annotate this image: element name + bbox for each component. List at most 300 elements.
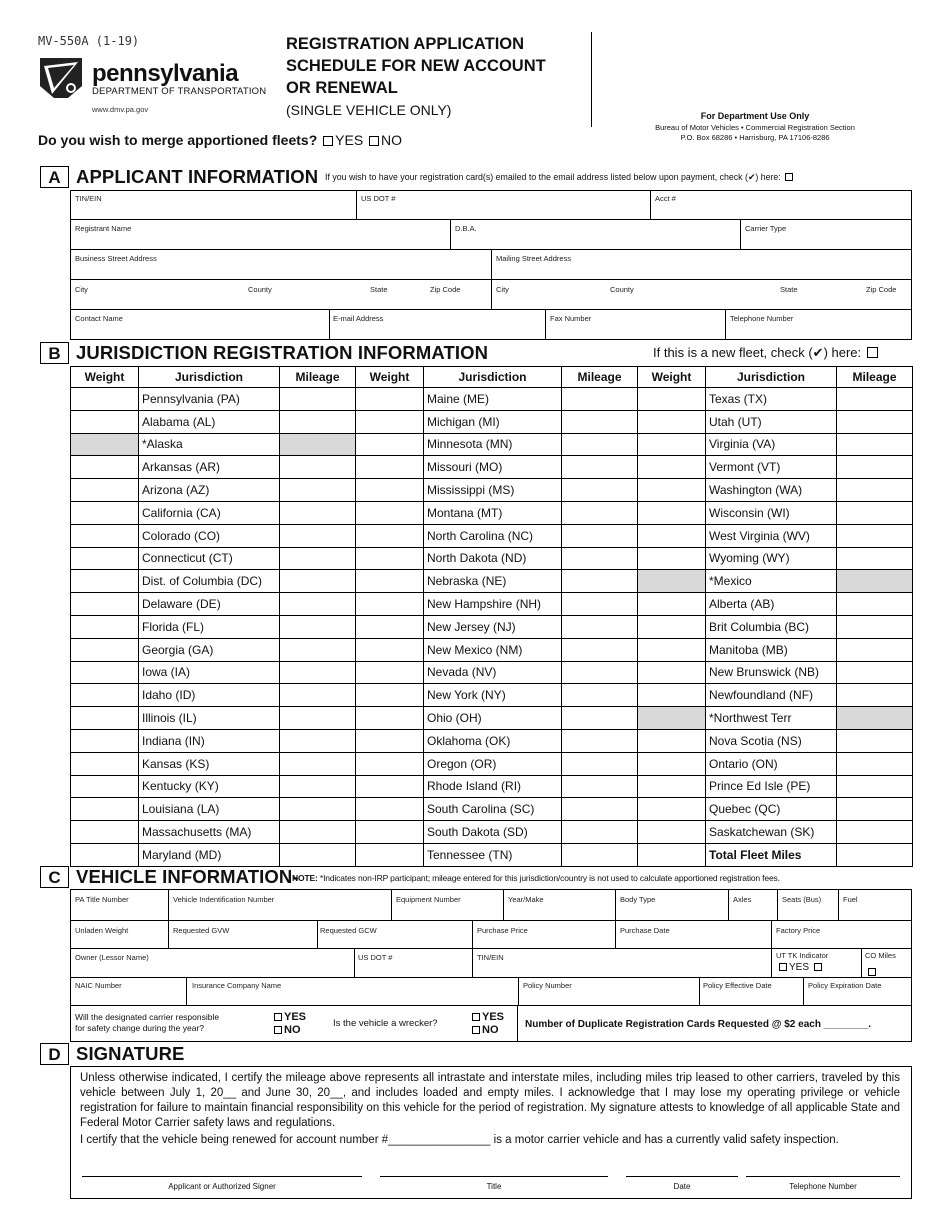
- ut-tk-checkbox[interactable]: [779, 963, 787, 971]
- grid-line: [699, 977, 700, 1005]
- registrant-name-field[interactable]: Registrant Name: [75, 224, 132, 233]
- jurisdiction-cell: Ontario (ON): [706, 752, 837, 775]
- weight-cell[interactable]: [638, 638, 706, 661]
- weight-cell[interactable]: [356, 388, 424, 411]
- section-d-title: SIGNATURE: [76, 1043, 185, 1064]
- grid-line: [472, 920, 473, 977]
- wrecker-no-label: NO: [482, 1024, 499, 1036]
- mileage-cell[interactable]: [562, 615, 638, 638]
- weight-cell[interactable]: [356, 684, 424, 707]
- jurisdiction-cell: Florida (FL): [139, 615, 280, 638]
- grid-line: [491, 249, 492, 309]
- duplicate-cards-field[interactable]: Number of Duplicate Registration Cards Requested @ $2 each ________.: [525, 1019, 871, 1030]
- form-subtitle: (SINGLE VEHICLE ONLY): [286, 102, 452, 118]
- telephone-field[interactable]: Telephone Number: [730, 314, 794, 323]
- title-line-1: REGISTRATION APPLICATION: [286, 35, 525, 53]
- mileage-cell[interactable]: [280, 593, 356, 616]
- jurisdiction-cell: New Mexico (NM): [424, 638, 562, 661]
- mailing-address-field[interactable]: Mailing Street Address: [496, 254, 572, 263]
- purchase-date-field[interactable]: Purchase Date: [620, 926, 670, 935]
- unladen-weight-field[interactable]: Unladen Weight: [75, 926, 129, 935]
- ut-tk-option: [777, 962, 824, 973]
- jurisdiction-cell: Dist. of Columbia (DC): [139, 570, 280, 593]
- fax-field[interactable]: Fax Number: [550, 314, 592, 323]
- jurisdiction-row: [71, 821, 913, 844]
- mileage-cell[interactable]: [837, 479, 913, 502]
- mileage-cell[interactable]: [562, 388, 638, 411]
- weight-cell[interactable]: [356, 547, 424, 570]
- mileage-cell[interactable]: [837, 456, 913, 479]
- grid-line: [503, 889, 504, 920]
- purchase-price-field[interactable]: Purchase Price: [477, 926, 528, 935]
- jurisdiction-cell: California (CA): [139, 501, 280, 524]
- keystone-logo-icon: [38, 56, 84, 100]
- policy-effective-field[interactable]: Policy Effective Date: [703, 981, 772, 990]
- jurisdiction-cell: *Northwest Terr: [706, 707, 837, 730]
- wrecker-yes-label: YES: [482, 1011, 505, 1023]
- contact-name-field[interactable]: Contact Name: [75, 314, 123, 323]
- jurisdiction-cell: Colorado (CO): [139, 524, 280, 547]
- mileage-cell[interactable]: [280, 752, 356, 775]
- mileage-cell[interactable]: [280, 661, 356, 684]
- weight-cell[interactable]: [71, 707, 139, 730]
- mileage-cell[interactable]: [562, 593, 638, 616]
- mileage-cell[interactable]: [280, 524, 356, 547]
- merge-yes-label: YES: [335, 132, 364, 148]
- weight-cell[interactable]: [356, 752, 424, 775]
- header-weight: Weight: [638, 367, 706, 388]
- jurisdiction-cell: Arizona (AZ): [139, 479, 280, 502]
- title-line-3: OR RENEWAL: [286, 79, 398, 97]
- merge-question-text: Do you wish to merge apportioned fleets?: [38, 132, 318, 148]
- grid-line: [450, 219, 451, 249]
- weight-cell[interactable]: [71, 433, 139, 456]
- jurisdiction-row: [71, 547, 913, 570]
- safety-no-checkbox[interactable]: [274, 1026, 282, 1034]
- merge-yes-checkbox[interactable]: [323, 136, 333, 146]
- mileage-cell[interactable]: [280, 433, 356, 456]
- mailing-city-field[interactable]: City: [496, 285, 509, 294]
- jurisdiction-row: [71, 433, 913, 456]
- weight-cell[interactable]: [71, 570, 139, 593]
- mileage-cell[interactable]: [562, 410, 638, 433]
- mailing-state-field[interactable]: State: [780, 285, 798, 294]
- weight-cell[interactable]: [71, 661, 139, 684]
- grid-line: [70, 309, 912, 310]
- logo-url: www.dmv.pa.gov: [92, 105, 149, 114]
- owner-field[interactable]: Owner (Lessor Name): [75, 953, 149, 962]
- jurisdiction-row: [71, 752, 913, 775]
- naic-field[interactable]: NAIC Number: [75, 981, 122, 990]
- header-divider: [591, 32, 592, 127]
- mileage-cell[interactable]: [280, 479, 356, 502]
- mileage-cell[interactable]: [562, 479, 638, 502]
- certification-paragraph: Unless otherwise indicated, I certify the mileage above represents all intrastate and interstate miles, including miles trip leased to other carriers, traveled by this vehicle between July 1, 20__ and June 30, 20__, and includes loaded and empty miles. I acknowledge that I may lose my operating privilege or vehicle registration for failure to maintain financial responsibility on this vehicle for the period of registration. My signature attests to knowledge of all applicable State and Federal Motor Carrier safety laws and regulations.: [80, 1072, 900, 1129]
- jurisdiction-cell: New Hampshire (NH): [424, 593, 562, 616]
- weight-cell[interactable]: [638, 547, 706, 570]
- mileage-cell[interactable]: [280, 798, 356, 821]
- section-b-title: JURISDICTION REGISTRATION INFORMATION: [76, 342, 489, 363]
- mileage-cell[interactable]: [280, 501, 356, 524]
- email-card-note: [325, 172, 795, 183]
- weight-cell[interactable]: [356, 570, 424, 593]
- telephone-label: Telephone Number: [789, 1182, 857, 1191]
- co-miles-label: CO Miles: [865, 951, 896, 960]
- year-make-field[interactable]: Year/Make: [508, 895, 544, 904]
- mileage-cell[interactable]: [562, 752, 638, 775]
- weight-cell[interactable]: [71, 752, 139, 775]
- jurisdiction-cell: South Dakota (SD): [424, 821, 562, 844]
- mileage-cell[interactable]: [837, 433, 913, 456]
- jurisdiction-cell: Maine (ME): [424, 388, 562, 411]
- weight-cell[interactable]: [638, 729, 706, 752]
- factory-price-field[interactable]: Factory Price: [776, 926, 821, 935]
- mileage-cell[interactable]: [837, 615, 913, 638]
- weight-cell[interactable]: [356, 410, 424, 433]
- jurisdiction-cell: Indiana (IN): [139, 729, 280, 752]
- email-card-checkbox[interactable]: [785, 173, 793, 181]
- jurisdiction-cell: Utah (UT): [706, 410, 837, 433]
- jurisdiction-row: [71, 501, 913, 524]
- business-zip-field[interactable]: Zip Code: [430, 285, 461, 294]
- section-a-letter: A: [40, 166, 69, 188]
- mileage-cell[interactable]: [837, 570, 913, 593]
- mileage-cell[interactable]: [562, 821, 638, 844]
- axles-field[interactable]: Axles: [733, 895, 752, 904]
- weight-cell[interactable]: [638, 615, 706, 638]
- jurisdiction-row: [71, 798, 913, 821]
- pa-title-field[interactable]: PA Title Number: [75, 895, 129, 904]
- form-title: [286, 33, 591, 99]
- weight-cell[interactable]: [71, 547, 139, 570]
- weight-cell[interactable]: [356, 821, 424, 844]
- co-miles-checkbox[interactable]: [868, 968, 876, 976]
- jurisdiction-cell: Louisiana (LA): [139, 798, 280, 821]
- weight-cell[interactable]: [71, 684, 139, 707]
- weight-cell[interactable]: [638, 501, 706, 524]
- wrecker-no-checkbox[interactable]: [472, 1026, 480, 1034]
- mileage-cell[interactable]: [562, 638, 638, 661]
- section-c-letter: C: [40, 866, 69, 888]
- gvw-field[interactable]: Requested GVW: [173, 926, 230, 935]
- jurisdiction-cell: Mississippi (MS): [424, 479, 562, 502]
- jurisdiction-row: [71, 707, 913, 730]
- weight-cell[interactable]: [71, 798, 139, 821]
- new-fleet-checkbox[interactable]: [867, 347, 878, 358]
- weight-cell[interactable]: [356, 775, 424, 798]
- weight-cell[interactable]: [638, 593, 706, 616]
- weight-cell[interactable]: [356, 524, 424, 547]
- weight-cell[interactable]: [638, 661, 706, 684]
- weight-cell[interactable]: [356, 638, 424, 661]
- header-jurisdiction: Jurisdiction: [139, 367, 280, 388]
- weight-cell[interactable]: [638, 410, 706, 433]
- mileage-cell[interactable]: [837, 707, 913, 730]
- grid-line: [70, 1005, 912, 1006]
- jurisdiction-row: [71, 570, 913, 593]
- mailing-county-field[interactable]: County: [610, 285, 634, 294]
- weight-cell[interactable]: [638, 456, 706, 479]
- weight-cell[interactable]: [638, 798, 706, 821]
- department-use-box: [610, 111, 900, 143]
- mileage-cell[interactable]: [837, 501, 913, 524]
- header-mileage: Mileage: [562, 367, 638, 388]
- jurisdiction-cell: Nova Scotia (NS): [706, 729, 837, 752]
- body-type-field[interactable]: Body Type: [620, 895, 656, 904]
- weight-cell[interactable]: [71, 410, 139, 433]
- mileage-cell[interactable]: [562, 547, 638, 570]
- jurisdiction-row: [71, 388, 913, 411]
- weight-cell[interactable]: [71, 593, 139, 616]
- mileage-cell[interactable]: [837, 593, 913, 616]
- grid-line: [518, 977, 519, 1005]
- insurance-company-field[interactable]: Insurance Company Name: [192, 981, 282, 990]
- jurisdiction-row: [71, 775, 913, 798]
- owner-tin-field[interactable]: TIN/EIN: [477, 953, 504, 962]
- jurisdiction-row: [71, 456, 913, 479]
- title-line[interactable]: [380, 1176, 608, 1177]
- grid-line: [70, 977, 912, 978]
- jurisdiction-cell: *Alaska: [139, 433, 280, 456]
- dept-use-title: For Department Use Only: [700, 111, 810, 121]
- safety-question-line1: Will the designated carrier responsible: [75, 1012, 220, 1022]
- jurisdiction-row: [71, 410, 913, 433]
- mileage-cell[interactable]: [562, 684, 638, 707]
- weight-cell[interactable]: [71, 479, 139, 502]
- weight-cell[interactable]: [638, 479, 706, 502]
- mileage-cell[interactable]: [837, 775, 913, 798]
- grid-line: [728, 889, 729, 920]
- jurisdiction-cell: Rhode Island (RI): [424, 775, 562, 798]
- weight-cell[interactable]: [71, 843, 139, 866]
- vin-field[interactable]: Vehicle Indentification Number: [173, 895, 275, 904]
- jurisdiction-table: [70, 366, 913, 867]
- jurisdiction-header-row: [71, 367, 913, 388]
- weight-cell[interactable]: [638, 388, 706, 411]
- business-state-field[interactable]: State: [370, 285, 388, 294]
- mileage-cell[interactable]: [562, 456, 638, 479]
- mileage-cell[interactable]: [280, 684, 356, 707]
- vehicle-note: [292, 873, 780, 883]
- mileage-cell[interactable]: [280, 821, 356, 844]
- tin-ein-field[interactable]: TIN/EIN: [75, 194, 102, 203]
- mileage-cell[interactable]: [837, 843, 913, 866]
- grid-line: [317, 920, 318, 948]
- grid-line: [70, 219, 912, 220]
- mileage-cell[interactable]: [562, 524, 638, 547]
- weight-cell[interactable]: [638, 433, 706, 456]
- weight-cell[interactable]: [71, 638, 139, 661]
- mileage-cell[interactable]: [837, 798, 913, 821]
- jurisdiction-cell: Montana (MT): [424, 501, 562, 524]
- wrecker-question: Is the vehicle a wrecker?: [333, 1018, 438, 1029]
- ut-tk-label: UT TK Indicator: [776, 951, 829, 960]
- vehicle-note-label: NOTE:: [292, 873, 318, 883]
- fuel-field[interactable]: Fuel: [843, 895, 858, 904]
- grid-line: [168, 889, 169, 948]
- jurisdiction-cell: North Carolina (NC): [424, 524, 562, 547]
- jurisdiction-cell: South Carolina (SC): [424, 798, 562, 821]
- weight-cell[interactable]: [71, 456, 139, 479]
- jurisdiction-cell: Delaware (DE): [139, 593, 280, 616]
- renewal-certification: I certify that the vehicle being renewed for account number #________________ is a motor carrier vehicle and has a currently valid safety inspection.: [80, 1134, 839, 1146]
- mileage-cell[interactable]: [562, 707, 638, 730]
- weight-cell[interactable]: [638, 684, 706, 707]
- header-mileage: Mileage: [837, 367, 913, 388]
- merge-no-checkbox[interactable]: [369, 136, 379, 146]
- mileage-cell[interactable]: [562, 775, 638, 798]
- jurisdiction-cell: West Virginia (WV): [706, 524, 837, 547]
- equipment-number-field[interactable]: Equipment Number: [396, 895, 461, 904]
- mileage-cell[interactable]: [280, 729, 356, 752]
- dba-field[interactable]: D.B.A.: [455, 224, 477, 233]
- ut-tk-checkbox-2[interactable]: [814, 963, 822, 971]
- mileage-cell[interactable]: [562, 729, 638, 752]
- grid-line: [70, 948, 912, 949]
- section-a-title: APPLICANT INFORMATION: [76, 166, 319, 187]
- weight-cell[interactable]: [638, 707, 706, 730]
- weight-cell[interactable]: [71, 729, 139, 752]
- mileage-cell[interactable]: [562, 798, 638, 821]
- grid-line: [803, 977, 804, 1005]
- grid-line: [725, 309, 726, 340]
- usdot-field[interactable]: US DOT #: [361, 194, 396, 203]
- jurisdiction-row: [71, 661, 913, 684]
- new-fleet-note-text: If this is a new fleet, check (✔) here:: [653, 345, 862, 360]
- mileage-cell[interactable]: [837, 752, 913, 775]
- mileage-cell[interactable]: [837, 547, 913, 570]
- weight-cell[interactable]: [71, 524, 139, 547]
- weight-cell[interactable]: [356, 729, 424, 752]
- mileage-cell[interactable]: [562, 570, 638, 593]
- mileage-cell[interactable]: [280, 638, 356, 661]
- owner-usdot-field[interactable]: US DOT #: [358, 953, 393, 962]
- acct-field[interactable]: Acct #: [655, 194, 676, 203]
- mileage-cell[interactable]: [562, 661, 638, 684]
- header-jurisdiction: Jurisdiction: [706, 367, 837, 388]
- email-field[interactable]: E-mail Address: [333, 314, 384, 323]
- safety-no-label: NO: [284, 1024, 301, 1036]
- weight-cell[interactable]: [356, 479, 424, 502]
- mileage-cell[interactable]: [837, 638, 913, 661]
- business-city-field[interactable]: City: [75, 285, 88, 294]
- mileage-cell[interactable]: [280, 456, 356, 479]
- mileage-cell[interactable]: [837, 729, 913, 752]
- weight-cell[interactable]: [71, 821, 139, 844]
- jurisdiction-cell: Vermont (VT): [706, 456, 837, 479]
- weight-cell[interactable]: [71, 501, 139, 524]
- mileage-cell[interactable]: [837, 524, 913, 547]
- mileage-cell[interactable]: [837, 410, 913, 433]
- weight-cell[interactable]: [356, 433, 424, 456]
- mileage-cell[interactable]: [837, 684, 913, 707]
- mileage-cell[interactable]: [837, 821, 913, 844]
- gcw-field[interactable]: Requested GCW: [320, 926, 377, 935]
- weight-cell[interactable]: [71, 388, 139, 411]
- weight-cell[interactable]: [638, 843, 706, 866]
- mileage-cell[interactable]: [280, 570, 356, 593]
- mileage-cell[interactable]: [837, 661, 913, 684]
- policy-expiration-field[interactable]: Policy Expiration Date: [808, 981, 882, 990]
- jurisdiction-cell: Washington (WA): [706, 479, 837, 502]
- mileage-cell[interactable]: [280, 615, 356, 638]
- weight-cell[interactable]: [356, 843, 424, 866]
- jurisdiction-cell: New York (NY): [424, 684, 562, 707]
- weight-cell[interactable]: [356, 661, 424, 684]
- seats-field[interactable]: Seats (Bus): [782, 895, 822, 904]
- dept-use-line1: Bureau of Motor Vehicles • Commercial Registration Section: [655, 123, 855, 132]
- title-label: Title: [486, 1182, 502, 1191]
- jurisdiction-cell: Iowa (IA): [139, 661, 280, 684]
- weight-cell[interactable]: [638, 524, 706, 547]
- business-address-field[interactable]: Business Street Address: [75, 254, 157, 263]
- jurisdiction-cell: Saskatchewan (SK): [706, 821, 837, 844]
- header-jurisdiction: Jurisdiction: [424, 367, 562, 388]
- email-card-note-text: If you wish to have your registration card(s) emailed to the email address listed below upon payment, check (✔) here:: [325, 172, 781, 182]
- telephone-line[interactable]: [746, 1176, 900, 1177]
- mileage-cell[interactable]: [562, 843, 638, 866]
- mileage-cell[interactable]: [280, 775, 356, 798]
- date-line[interactable]: [626, 1176, 738, 1177]
- jurisdiction-cell: Kansas (KS): [139, 752, 280, 775]
- weight-cell[interactable]: [638, 821, 706, 844]
- weight-cell[interactable]: [356, 615, 424, 638]
- co-miles-option: [866, 962, 878, 980]
- mileage-cell[interactable]: [562, 433, 638, 456]
- jurisdiction-cell: Oregon (OR): [424, 752, 562, 775]
- mailing-zip-field[interactable]: Zip Code: [866, 285, 897, 294]
- grid-line: [771, 920, 772, 977]
- weight-cell[interactable]: [356, 593, 424, 616]
- date-label: Date: [673, 1182, 691, 1191]
- grid-line: [545, 309, 546, 340]
- jurisdiction-cell: Quebec (QC): [706, 798, 837, 821]
- grid-line: [517, 1005, 518, 1042]
- carrier-type-field[interactable]: Carrier Type: [745, 224, 787, 233]
- weight-cell[interactable]: [638, 775, 706, 798]
- grid-line: [391, 889, 392, 920]
- grid-line: [356, 190, 357, 219]
- jurisdiction-cell: Maryland (MD): [139, 843, 280, 866]
- mileage-cell[interactable]: [280, 843, 356, 866]
- safety-yes-checkbox[interactable]: [274, 1013, 282, 1021]
- mileage-cell[interactable]: [837, 388, 913, 411]
- weight-cell[interactable]: [71, 615, 139, 638]
- signer-label: Applicant or Authorized Signer: [168, 1182, 276, 1191]
- jurisdiction-row: [71, 729, 913, 752]
- wrecker-yes-checkbox[interactable]: [472, 1013, 480, 1021]
- mileage-cell[interactable]: [280, 410, 356, 433]
- business-county-field[interactable]: County: [248, 285, 272, 294]
- mileage-cell[interactable]: [280, 707, 356, 730]
- mileage-cell[interactable]: [280, 547, 356, 570]
- weight-cell[interactable]: [638, 752, 706, 775]
- grid-line: [861, 948, 862, 977]
- weight-cell[interactable]: [356, 707, 424, 730]
- weight-cell[interactable]: [356, 501, 424, 524]
- policy-number-field[interactable]: Policy Number: [523, 981, 572, 990]
- weight-cell[interactable]: [638, 570, 706, 593]
- weight-cell[interactable]: [71, 775, 139, 798]
- weight-cell[interactable]: [356, 798, 424, 821]
- header-weight: Weight: [71, 367, 139, 388]
- signer-line[interactable]: [82, 1176, 362, 1177]
- jurisdiction-cell: Arkansas (AR): [139, 456, 280, 479]
- jurisdiction-cell: Connecticut (CT): [139, 547, 280, 570]
- mileage-cell[interactable]: [280, 388, 356, 411]
- weight-cell[interactable]: [356, 456, 424, 479]
- mileage-cell[interactable]: [562, 501, 638, 524]
